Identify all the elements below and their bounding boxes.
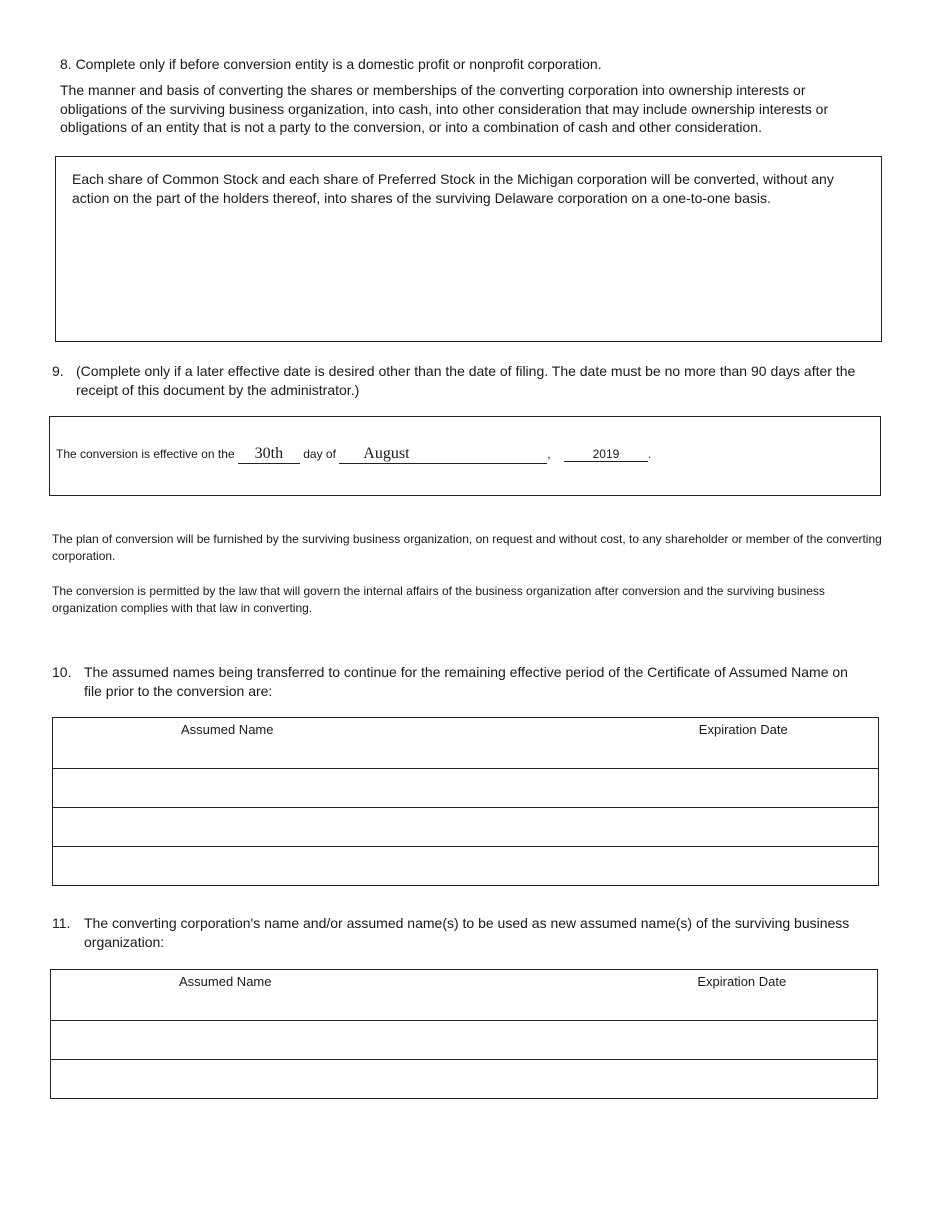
section-11-text: The converting corporation's name and/or assumed name(s) to be used as new assumed name(s) of the surviving business organization: bbox=[84, 915, 850, 950]
table-row[interactable] bbox=[53, 847, 879, 886]
expiration-date-header: Expiration Date bbox=[697, 974, 787, 989]
table-header-row bbox=[53, 718, 879, 769]
day-of-label: day of bbox=[303, 447, 336, 461]
assumed-name-entry[interactable] bbox=[53, 769, 879, 808]
date-period: . bbox=[647, 447, 652, 461]
section-8-heading: 8. Complete only if before conversion entity is a domestic profit or nonprofit corporation. bbox=[60, 56, 602, 72]
table-row[interactable] bbox=[51, 1021, 878, 1060]
section-10-text: The assumed names being transferred to continue for the remaining effective period of the Certificate of Assumed Name on file prior to the conversion are: bbox=[84, 664, 848, 699]
effective-month-value: August bbox=[363, 445, 410, 462]
plan-note: The plan of conversion will be furnished by the surviving business organization, on request and without cost, to any shareholder or member of the converting corporation. bbox=[52, 532, 882, 563]
table-row[interactable] bbox=[53, 769, 879, 808]
assumed-name-entry[interactable] bbox=[53, 847, 879, 886]
effective-date-box bbox=[49, 416, 881, 496]
section-8-response-text: Each share of Common Stock and each share of Preferred Stock in the Michigan corporation will be converted, without any action on the part of the holders thereof, into shares of the surviving Delaware corporation on a one-to-one basis. bbox=[72, 171, 834, 206]
table-header-row bbox=[51, 970, 878, 1021]
section-8-response-box[interactable] bbox=[55, 156, 882, 342]
assumed-name-entry[interactable] bbox=[51, 1060, 878, 1099]
assumed-name-header: Assumed Name bbox=[181, 722, 274, 737]
section-10-instructions bbox=[52, 663, 872, 703]
expiration-date-header: Expiration Date bbox=[698, 722, 788, 737]
table-row[interactable] bbox=[51, 1060, 878, 1099]
effective-month-field[interactable] bbox=[339, 445, 547, 464]
assumed-name-entry[interactable] bbox=[53, 808, 879, 847]
section-9-text: (Complete only if a later effective date is desired other than the date of filing. The date must be no more than 90 days after the receipt of this document by the administrator.) bbox=[76, 363, 856, 398]
effective-day-field[interactable]: 30th bbox=[238, 445, 300, 464]
section-11-number: 11. bbox=[52, 915, 71, 931]
effective-date-prefix: The conversion is effective on the bbox=[56, 447, 235, 461]
effective-date-line bbox=[56, 445, 651, 464]
section-11-instructions bbox=[52, 914, 872, 954]
table-row[interactable] bbox=[53, 808, 879, 847]
section-10-number: 10. bbox=[52, 664, 72, 680]
assumed-name-entry[interactable] bbox=[51, 1021, 878, 1060]
section-10-assumed-names-table bbox=[52, 717, 879, 886]
date-comma: , bbox=[547, 447, 551, 461]
effective-year-field[interactable]: 2019 bbox=[564, 447, 648, 462]
section-8-description: The manner and basis of converting the shares or memberships of the converting corporation into ownership interests or obligations of the surviving business organization, into cash, into other consideration that may include ownership interests or obligations of an entity that is not a party to the conversion, or into a combination of cash and other consideration. bbox=[60, 82, 829, 135]
section-11-assumed-names-table bbox=[50, 969, 878, 1099]
assumed-name-header: Assumed Name bbox=[179, 974, 272, 989]
section-9-number: 9. bbox=[52, 363, 64, 379]
law-note: The conversion is permitted by the law that will govern the internal affairs of the business organization after conversion and the surviving business organization complies with that law in converting. bbox=[52, 584, 825, 615]
section-9-instructions bbox=[52, 362, 872, 402]
